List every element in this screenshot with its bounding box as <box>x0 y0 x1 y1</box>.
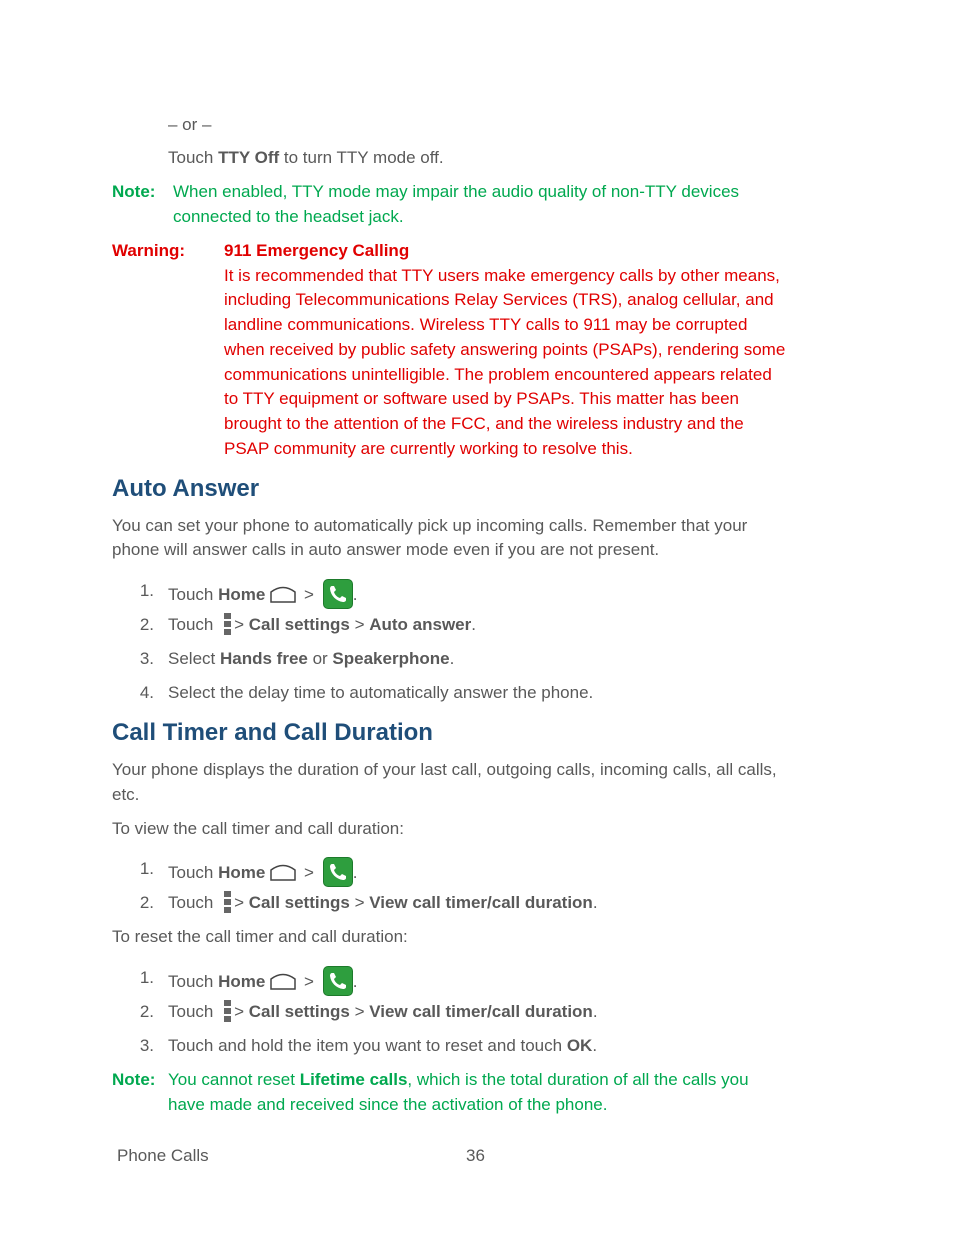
note-text-line-2: have made and received since the activation of the phone. <box>168 1095 608 1114</box>
menu-icon <box>224 1000 231 1022</box>
heading-auto-answer: Auto Answer <box>112 475 260 502</box>
warning-line: communications unintelligible. The problem encountered appears related <box>224 365 772 384</box>
page-number: 36 <box>466 1146 485 1165</box>
phone-app-icon <box>323 579 353 609</box>
heading-call-timer: Call Timer and Call Duration <box>112 719 433 746</box>
call-timer-intro-1: Your phone displays the duration of your last call, outgoing calls, incoming calls, all calls, <box>112 760 777 779</box>
home-icon <box>269 972 297 990</box>
warning-line: brought to the attention of the FCC, and the wireless industry and the <box>224 414 744 433</box>
phone-app-icon <box>323 966 353 996</box>
warning-line: It is recommended that TTY users make emergency calls by other means, <box>224 266 780 285</box>
menu-icon <box>224 891 231 913</box>
note-label: Note: <box>112 182 156 201</box>
note-label: Note: <box>112 1070 156 1089</box>
warning-line: PSAP community are currently working to resolve this. <box>224 439 633 458</box>
warning-line: to TTY equipment or software used by PSAPs. This matter has been <box>224 389 739 408</box>
view-label: To view the call timer and call duration: <box>112 819 404 838</box>
warning-label: Warning: <box>112 241 186 260</box>
phone-app-icon <box>323 857 353 887</box>
auto-answer-intro-1: You can set your phone to automatically pick up incoming calls. Remember that your <box>112 516 748 535</box>
warning-line: including Telecommunications Relay Services (TRS), analog cellular, and <box>224 290 774 309</box>
warning-line: landline communications. Wireless TTY calls to 911 may be corrupted <box>224 315 748 334</box>
reset-label: To reset the call timer and call duration: <box>112 927 408 946</box>
note-text-line-1: You cannot reset Lifetime calls, which is the total duration of all the calls you <box>168 1070 749 1089</box>
auto-answer-intro-2: phone will answer calls in auto answer mode even if you are not present. <box>112 540 660 559</box>
home-icon <box>269 585 297 603</box>
footer-section: Phone Calls <box>117 1146 209 1165</box>
or-separator: – or – <box>168 115 212 134</box>
warning-title: 911 Emergency Calling <box>224 241 410 260</box>
home-icon <box>269 863 297 881</box>
call-timer-intro-2: etc. <box>112 785 140 804</box>
note-text-line-1: When enabled, TTY mode may impair the audio quality of non-TTY devices <box>173 182 740 201</box>
note-text-line-2: connected to the headset jack. <box>173 207 404 226</box>
warning-line: when received by public safety answering points (PSAPs), rendering some <box>224 340 786 359</box>
tty-off-line: Touch TTY Off to turn TTY mode off. <box>168 148 444 167</box>
menu-icon <box>224 613 231 635</box>
